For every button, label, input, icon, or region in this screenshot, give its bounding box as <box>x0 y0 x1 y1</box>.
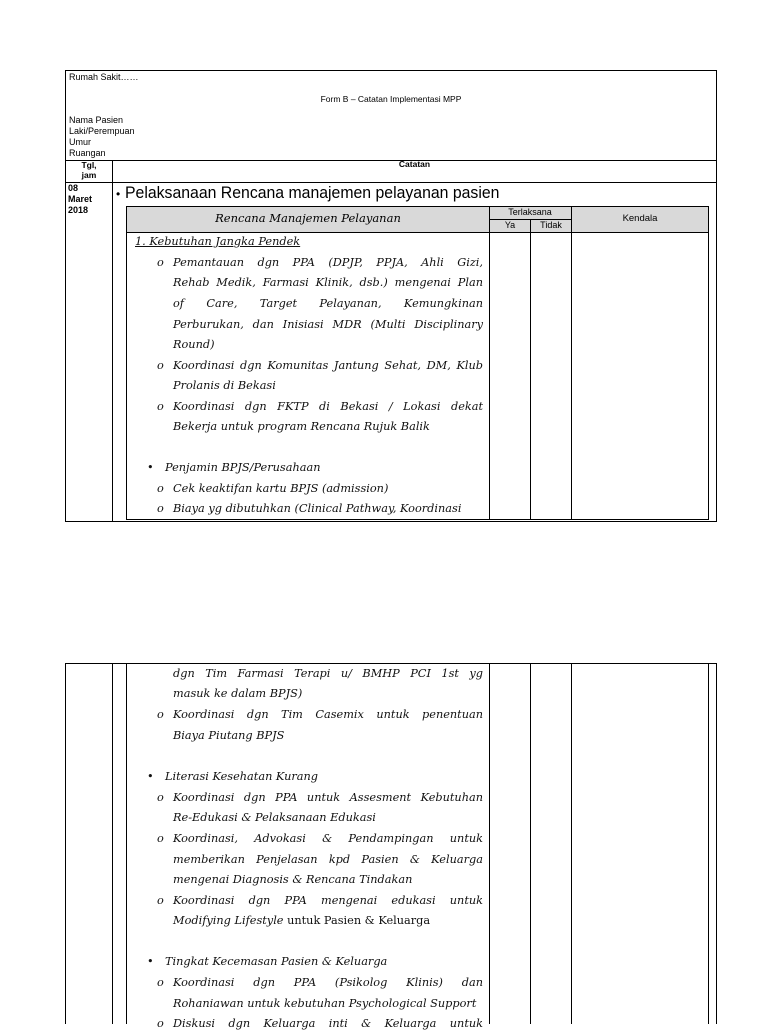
circle-bullet-icon: o <box>157 256 164 269</box>
done-column-header: Terlaksana <box>508 207 552 217</box>
list-item: Koordinasi, Advokasi & Pendampingan untuk <box>173 832 483 845</box>
list-item: Re-Edukasi & Pelaksanaan Edukasi <box>173 811 376 824</box>
list-item: Koordinasi dgn Komunitas Jantung Sehat, DM, Klub <box>173 359 483 372</box>
list-item: Rohaniawan untuk kebutuhan Psychological Support <box>173 997 477 1010</box>
issue-column-header: Kendala <box>622 213 658 224</box>
circle-bullet-icon: o <box>157 976 164 989</box>
bullet-icon: • <box>147 461 154 474</box>
bullet-icon: • <box>147 955 154 968</box>
no-column-header: Tidak <box>540 220 562 230</box>
hospital-name: Rumah Sakit…… <box>69 72 139 82</box>
subsection-health-literacy: Literasi Kesehatan Kurang <box>165 770 319 783</box>
list-item: of Care, Target Pelayanan, Kemungkinan <box>173 297 483 310</box>
patient-name-label: Nama Pasien <box>69 115 124 125</box>
section-short-term-needs: 1. Kebutuhan Jangka Pendek <box>135 235 301 248</box>
notes-column-header: Catatan <box>398 159 431 169</box>
list-item: Biaya Piutang BPJS <box>173 729 285 742</box>
list-item: memberikan Penjelasan kpd Pasien & Keluarga <box>173 853 483 866</box>
circle-bullet-icon: o <box>157 791 164 804</box>
patient-sex-label: Laki/Perempuan <box>69 126 135 136</box>
yes-column-header: Ya <box>504 220 516 230</box>
circle-bullet-icon: o <box>157 400 164 413</box>
list-item: Round) <box>173 338 215 351</box>
list-item: Koordinasi dgn PPA mengenai edukasi untuk <box>173 894 483 907</box>
list-item: dgn Tim Farmasi Terapi u/ BMHP PCI 1st yg <box>173 667 483 680</box>
list-item: mengenai Diagnosis & Rencana Tindakan <box>173 873 413 886</box>
list-item: Bekerja untuk program Rencana Rujuk Balik <box>173 420 430 433</box>
subsection-anxiety: Tingkat Kecemasan Pasien & Keluarga <box>165 955 388 968</box>
circle-bullet-icon: o <box>157 894 164 907</box>
list-item: Biaya yg dibutuhkan (Clinical Pathway, Koordinasi <box>173 502 462 515</box>
form-title: Form B – Catatan Implementasi MPP <box>320 94 462 104</box>
list-item: Koordinasi dgn PPA (Psikolog Klinis) dan <box>173 976 483 989</box>
circle-bullet-icon: o <box>157 832 164 845</box>
list-item: Diskusi dgn Keluarga inti & Keluarga untuk <box>173 1017 483 1030</box>
list-item: Koordinasi dgn Tim Casemix untuk penentuan <box>173 708 484 721</box>
circle-bullet-icon: o <box>157 482 164 495</box>
entry-date: 08 Maret 2018 <box>68 183 93 215</box>
date-column-header: Tgl, jam <box>81 160 97 180</box>
list-item: Koordinasi dgn FKTP di Bekasi / Lokasi dekat <box>173 400 483 413</box>
circle-bullet-icon: o <box>157 1017 164 1030</box>
list-item: Koordinasi dgn PPA untuk Assesment Kebutuhan <box>173 791 483 804</box>
circle-bullet-icon: o <box>157 502 164 515</box>
patient-age-label: Umur <box>69 137 91 147</box>
list-item: Pemantauan dgn PPA (DPJP, PPJA, Ahli Gizi, <box>173 256 483 269</box>
bullet-icon: • <box>116 187 121 201</box>
circle-bullet-icon: o <box>157 708 164 721</box>
patient-room-label: Ruangan <box>69 148 106 158</box>
list-item: Cek keaktifan kartu BPJS (admission) <box>173 482 389 495</box>
list-item: masuk ke dalam BPJS) <box>173 687 303 700</box>
list-item: Perburukan, dan Inisiasi MDR (Multi Disciplinary <box>173 318 483 331</box>
subsection-insurer: Penjamin BPJS/Perusahaan <box>165 461 321 474</box>
entry-heading: • Pelaksanaan Rencana manajemen pelayanan pasien <box>116 183 500 202</box>
bullet-icon: • <box>147 770 154 783</box>
list-item: Rehab Medik, Farmasi Klinik, dsb.) mengenai Plan <box>173 276 483 289</box>
list-item: Modifying Lifestyle untuk Pasien & Keluarga <box>173 914 431 927</box>
plan-column-header: Rencana Manajemen Pelayanan <box>215 211 401 225</box>
list-item: Prolanis di Bekasi <box>173 379 276 392</box>
circle-bullet-icon: o <box>157 359 164 372</box>
